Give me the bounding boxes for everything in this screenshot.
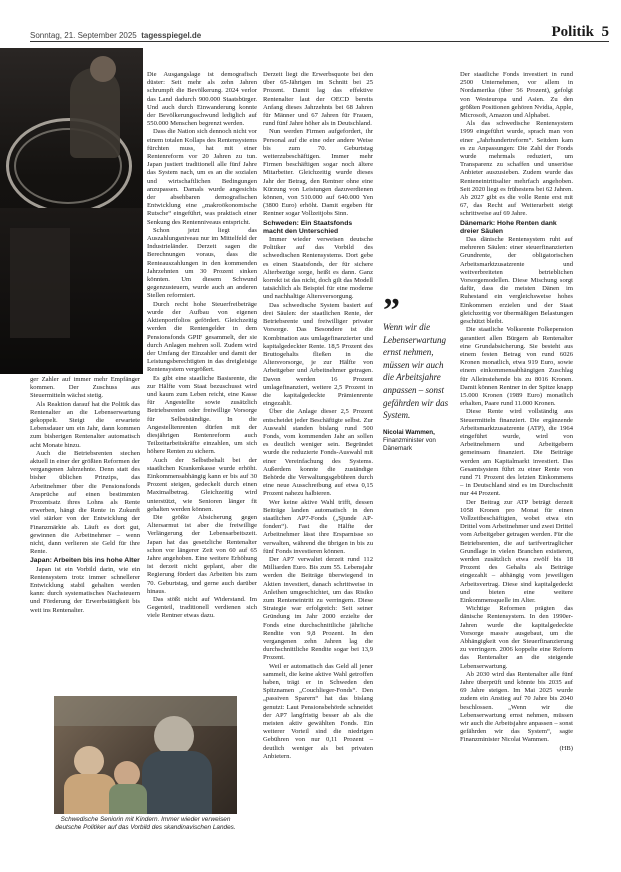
header-date: Sonntag, 21. September 2025 tagesspiegel.de — [30, 31, 202, 40]
quote-text: Wenn wir die Lebenserwartung ernst nehmen, müssen wir auch die Arbeitsjahre anpassen – sonst gefährden wir das System. — [383, 322, 449, 421]
quote-mark-icon: ” — [383, 292, 400, 329]
paragraph: Auch die Betriebsrenten stechen aktuell in einer der größten Reformen der vergangenen Jahrzehnte. Denn statt des bisher üblichen Prinzips, das Arbeitnehmer über die Pensionsfonds Ansprüche auf einen bestimmten Prozentsatz ihres Lohns als Rente erwerben, hängt die Rente in Zukunft viel stärker von der Entwicklung der Finanzmärkte ab. Läuft es dort gut, gewinnen die Arbeitnehmer – wenn nicht, dann verlieren sie Geld für ihre Rente. — [30, 449, 140, 556]
paragraph: Auch der Selbstbehalt bei der staatlichen Krankenkasse wurde erhöht. Einkommensabhängig kann er bis auf 30 Prozent steigen, gedeckelt durch einen Maximalbetrag. Gleichzeitig wird unterstützt, wie Senioren länger fit gehalten werden können. — [147, 456, 257, 513]
paragraph: Die größte Absicherung gegen Altersarmut ist aber die freiwillige Verlängerung der Lebensarbeitszeit. Japan hat das gesetzliche Rentenalter schon vor längerer Zeit von 60 auf 65 Jahre angehoben. Eine weitere Erhöhung ist derzeit nicht geplant, aber die Regierung fördert das Arbeiten bis zum 70. Geburtstag, und gerne auch darüber hinaus. — [147, 513, 257, 595]
paragraph: Wichtige Reformen prägten das dänische Rentensystem. In den 1990er-Jahren wurde die kapitalgedeckte Vorsorge massiv ausgebaut, um die Abhängigkeit von der Steuerfinanzierung zu verringern. 2006 koppelte eine Reform das Rentenalter an die steigende Lebenserwartung. — [460, 605, 573, 670]
photo-caption: Schwedische Seniorin mit Kindern. Immer wieder verweisen deutsche Politiker auf das Vorbild des skandinavischen Landes. — [55, 816, 236, 831]
paragraph: Als Reaktion darauf hat die Politik das Rentenalter an die Lebenserwartung gekoppelt. Steigt die erwartete Lebensdauer um ein Jahr, dann kommen zum bisherigen Rentenalter automatisch acht Monate hinzu. — [30, 400, 140, 449]
quote-author: Nicolai Wammen, — [383, 428, 435, 436]
paragraph: Diese Rente wird vollständig aus Steuermitteln finanziert. Die ergänzende Arbeitsmarktzusatzrente (ATP), die 1964 eingeführt wurde, wird von Arbeitnehmern und Arbeitgebern gemeinsam finanziert. Die Beiträge werden am Kapitalmarkt investiert. Das Gesamtsystem führt zu einer Rente von rund 71 Prozent des letzten Einkommens – in Deutschland sind es im Durchschnitt nur 44 Prozent. — [460, 408, 573, 498]
paragraph: Es gibt eine staatliche Basisrente, die zur Hälfte vom Staat bezuschusst wird und kaum zum Leben reicht, eine Kasse für Angestellte sowie zusätzlich Betriebsrenten oder freiwillige Vorsorge für Selbstständige. In die Angestelltenrenten dürfen mit der diesjährigen Rentenreform auch Teilzeitarbeitskräfte einzahlen, um sich höhere Renten zu sichern. — [147, 374, 257, 456]
paragraph: Der AP7 verwaltet derzeit rund 112 Milliarden Euro. Bis zum 55. Lebensjahr werden die Beiträge überwiegend in Aktien investiert, danach schrittweise in Anleihen umgeschichtet, um das Risiko zum Renteneintritt zu verringern. Diese Strategie war erfolgreich: Seit seiner Gründung im Jahr 2000 erzielte der Fonds eine durchschnittliche jährliche Rendite von 9,8 Prozent. In den vergangenen zehn Jahren lag die durchschnittliche Rendite sogar bei 13,9 Prozent. — [263, 555, 373, 662]
paragraph: ger Zahler auf immer mehr Empfänger kommen. Der Zuschuss aus Steuermitteln wächst stetig. — [30, 376, 140, 400]
bottom-photo — [54, 696, 237, 814]
subheading: Dänemark: Hohe Renten dank dreier Säulen — [460, 219, 557, 235]
paragraph: Als das schwedische Rentensystem 1999 eingeführt wurde, sprach man von einer „Jahrhundertreform“. Seitdem kam es zu Anpassungen: Die Zahl der Fonds wurde mehrmals reduziert, um Transparenz zu schaffen und unseriöse Anbieter auszusieben. Zudem wurde das Renteneintrittsalter mehrfach angehoben. Seit 2020 liegt es frühestens bei 62 Jahren. Ab 2027 gibt es die volle Rente erst mit 67, das Recht auf Weiterarbeit steigt schrittweise auf 69 Jahre. — [460, 120, 573, 218]
paragraph: Der staatliche Fonds investiert in rund 2500 Unternehmen, vor allem in Nordamerika (über 56 Prozent), gefolgt von Westeuropa und Asien. Zu den größten Positionen gehören Nvidia, Apple, Microsoft, Amazon und Alphabet. — [460, 71, 573, 120]
header-section: Politik 5 — [551, 24, 609, 40]
header-rule — [30, 41, 609, 42]
page-header — [0, 0, 621, 44]
paragraph: Die staatliche Volksrente Folkepension garantiert allen Bürgern ab Rentenalter eine Grundabsicherung. Sie besteht aus einem festen Betrag von rund 6026 Kronen monatlich, etwa 919 Euro, sowie einem einkommensabhängigen Zuschlag für Alleinstehende bis zu 8016 Kronen. Damit können Rentner in der Spitze knapp 15.000 Kronen (1989 Euro) monatlich erhalten, Paare rund 11.000 Kronen. — [460, 326, 573, 408]
column-3 — [263, 71, 373, 761]
paragraph: (HB) — [559, 744, 573, 752]
paragraph: Wer keine aktive Wahl trifft, dessen Beiträge landen automatisch in den staatlichen AP7-Fonds („Sjunde AP-fonden“). Fast die Hälfte der Arbeitnehmer lässt ihre Ersparnisse so verwalten, während die übrigen in bis zu fünf Fonds investieren können. — [263, 498, 373, 555]
paragraph: Die Ausgangslage ist demografisch düster: Seit mehr als zehn Jahren schrumpft die Bevölkerung. 2024 verlor das Land dadurch 900.000 Staatsbürger. Und auch durch Einwanderung konnte der Bevölkerungsschwund lediglich auf 550.000 Menschen begrenzt werden. — [147, 71, 257, 128]
paragraph: Nun werden Firmen aufgefordert, ihr Personal auf die eine oder andere Weise bis zum 70. Geburtstag weiterzubeschäftigen. Immer mehr Firmen beschäftigen sogar noch ältere Mitarbeiter. Gleichzeitig wurde dieses Jahr der Betrag, den Rentner ohne eine Kürzung von Leistungen dazuverdienen können, von 510.000 auf 640.000 Yen (3800 Euro) erhöht. Damit ergeben für Rentner sogar Vollzeitjobs Sinn. — [263, 128, 373, 218]
paragraph: Immer wieder verweisen deutsche Politiker auf das Vorbild des schwedischen Rentensystems. Dort gebe es einen Staatsfonds, der für sichere Alterbezüge sorge, heißt es dann. Ganz korrekt ist das nicht, doch gilt das Modell tatsächlich als Beispiel für eine moderne und nachhaltige Altersversorgung. — [263, 236, 373, 301]
paragraph: Das stößt nicht auf Widerstand. Im Gegenteil, traditionell verdienen sich viele Rentner etwas dazu. — [147, 596, 257, 620]
subheading: Schweden: Ein Staatsfonds macht den Unterschied — [263, 219, 353, 235]
paragraph: Durch recht hohe Steuerfreibeträge wurde der Aufbau von eigenen Aktienportfolios gefördert. Gleichzeitig werden die Rentengelder in dem Pensionsfonds GPIF gesammelt, der sie durch Anlagen mehren soll. Zudem wird der Umfang der Einzahler und damit der Leistungsberechtigten in das dreigleisige Rentensystem vergrößert. — [147, 300, 257, 374]
paragraph: Das schwedische System basiert auf drei Säulen: der staatlichen Rente, der Betriebsrente und freiwilliger privater Vorsorge. Das Besondere ist die Kombination aus umlagefinanzierter und kapitalgedeckter Rente. 18,5 Prozent des Bruttogehalts fließen in die Altersvorsorge, je zur Hälfte von Arbeitgeber und Arbeitnehmer getragen. Davon werden 16 Prozent umlagefinanziert, weitere 2,5 Prozent in die kapitalgedeckte Prämienrente eingezahlt. — [263, 301, 373, 408]
paragraph: Derzeit liegt die Erwerbsquote bei den über 65-Jährigen im Schnitt bei 25 Prozent. Damit lag das effektive Rentenalter laut der OECD bereits Anfang dieses Jahrzehnts bei 68 Jahren für Männer und 67 Jahren für Frauen, rund fünf Jahre höher als in Deutschland. — [263, 71, 373, 128]
subheading: Japan: Arbeiten bis ins hohe Alter — [30, 557, 140, 565]
paragraph: Schon jetzt liegt das Auszahlungsniveau nur im Mittelfeld der Industrieländer. Derzeit sagen die Berechnungen voraus, dass die Renteauszahlungen in den kommenden Jahrzehnten um 30 Prozent sinken könnten. Um diesem Schwund gegenzusteuern, wurde auch an anderen Stellen reformiert. — [147, 226, 257, 300]
column-2 — [147, 71, 257, 621]
pull-quote — [383, 292, 451, 453]
paragraph: Das dänische Rentensystem ruht auf mehreren Säulen: einer steuerfinanzierten Grundrente, der obligatorischen Arbeitsmarktzusatzrente und weitverbreiteten betrieblichen Vorsorgemodellen. Diese Mischung sorgt dafür, dass die meisten Dänen im Ruhestand ein vergleichsweise hohes Einkommen erzielen und der Staat gleichzeitig vor übermäßigen Belastungen geschützt bleibt. — [460, 236, 573, 326]
paragraph: Über die Anlage dieser 2,5 Prozent entscheidet jeder Beschäftigte selbst. Zur Auswahl standen bislang rund 500 Fonds, vom kommenden Jahr an sollen es deutlich weniger sein. Begründet wurde die reduzierte Fonds-Auswahl mit einer Vereinfachung des Systems. Außerdem konnte die zuständige Behörde die Verwaltungsgebühren durch eine neue Ausschreibung auf etwa 0,15 Prozent nahezu halbieren. — [263, 408, 373, 498]
paragraph: Japan ist ein Vorbild darin, wie ein Rentensystem trotz immer schnellerer Entwicklung stabil gehalten werden kann: durch systematisches Nachsteuern und Förderung der Erwerbstätigkeit bis weit ins Rentenalter. — [30, 565, 140, 614]
paragraph: Weil er automatisch das Geld all jener sammelt, die keine aktive Wahl getroffen haben, trägt er in Schweden den Spitznamen „Couchlieger-Fonds“. Den „passiven Sparern“ hat das bislang genutzt: Laut Pensionsbehörde schneidet der AP7 langfristig besser ab als die meisten aktiv gewählten Fonds. Ein weiterer Vorteil sind die niedrigen Gebühren von nur 0,11 Prozent – deutlich weniger als bei privaten Anbietern. — [263, 662, 373, 760]
column-4 — [460, 71, 573, 753]
paragraph: Dass die Nation sich dennoch nicht vor einem totalen Kollaps des Rentensystems fürchten muss, hat mit einer Rentenreform vor 20 Jahren zu tun. Japan justiert traditionell alle fünf Jahre das System nach, um es an die sozialen und wirtschaftlichen Bedingungen anzupassen. Damals wurde angesichts der absehbaren demografischen Entwicklung eine „makroökonomische Rutsche“ eingeführt, was praktisch einer Senkung des Rentenniveaus entspricht. — [147, 128, 257, 226]
paragraph: Ab 2030 wird das Rentenalter alle fünf Jahre überprüft und könnte bis 2035 auf 69 Jahre steigen. Im Mai 2025 wurde zudem ein Anstieg auf 70 Jahre bis 2040 beschlossen. „Wenn wir die Lebenserwartung ernst nehmen, müssen wir auch die Arbeitsjahre anpassen – sonst gefährden wir das System“, sagte Finanzminister Nicolai Wammen. — [460, 670, 573, 744]
quote-role: Finanzminister von Dänemark — [383, 436, 436, 452]
paragraph: Der Beitrag zur ATP beträgt derzeit 1058 Kronen pro Monat für einen Vollzeitbeschäftigten, wobei etwa ein Drittel vom Arbeitnehmer und zwei Drittel vom Arbeitgeber getragen werden. Für die Betriebsrenten, die auf tarifvertraglicher Grundlage in vielen Branchen existieren, werden zusätzlich etwa zwölf bis 18 Prozent des Gehalts als Beiträge eingezahlt – abhängig vom jeweiligen Arbeitsvertrag. Diese sind kapitalgedeckt und bieten eine weitere Einkommensquelle im Alter. — [460, 498, 573, 604]
top-photo — [0, 48, 143, 374]
column-1 — [30, 376, 140, 615]
